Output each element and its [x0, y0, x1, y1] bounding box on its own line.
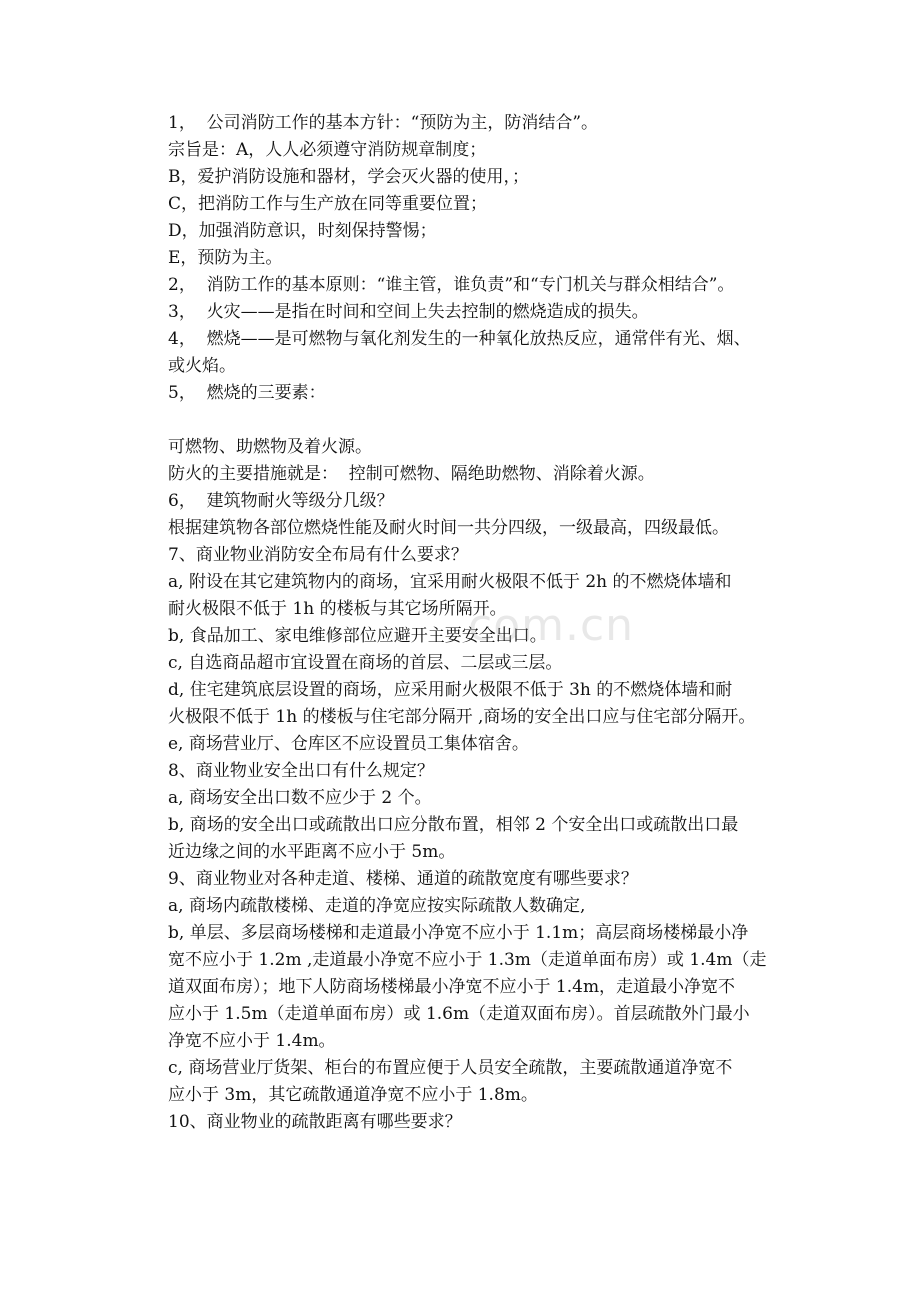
text-line: 2， 消防工作的基本原则：“谁主管，谁负责”和“专门机关与群众相结合”。: [168, 275, 735, 295]
watermark: com.cn: [468, 600, 635, 651]
text-line: 7、商业物业消防安全布局有什么要求？: [168, 545, 468, 565]
text-line: b, 单层、多层商场楼梯和走道最小净宽不应小于 1.1m；高层商场楼梯最小净: [168, 923, 749, 943]
text-line: B，爱护消防设施和器材，学会灭火器的使用，；: [168, 167, 529, 187]
text-line: 5， 燃烧的三要素：: [168, 383, 326, 403]
text-line: 宽不应小于 1.2m ,走道最小净宽不应小于 1.3m（走道单面布房）或 1.4m（走: [168, 950, 767, 970]
text-line: b, 食品加工、家电维修部位应避开主要安全出口。: [168, 626, 547, 646]
text-line: a, 商场安全出口数不应少于 2 个。: [168, 788, 432, 808]
text-line: 或火焰。: [168, 356, 236, 376]
text-line: a, 附设在其它建筑物内的商场，宜采用耐火极限不低于 2h 的不燃烧体墙和: [168, 572, 732, 592]
text-line: 净宽不应小于 1.4m。: [168, 1031, 336, 1051]
blank-line: [168, 407, 808, 434]
text-line: 防火的主要措施就是： 控制可燃物、隔绝助燃物、消除着火源。: [168, 464, 655, 484]
text-line: E，预防为主。: [168, 248, 283, 268]
text-line: 近边缘之间的水平距离不应小于 5m。: [168, 842, 456, 862]
text-line: 10、商业物业的疏散距离有哪些要求？: [168, 1112, 462, 1132]
text-line: 9、商业物业对各种走道、楼梯、通道的疏散宽度有哪些要求？: [168, 869, 638, 889]
text-line: 1， 公司消防工作的基本方针：“预防为主，防消结合”。: [168, 113, 599, 133]
text-line: 可燃物、助燃物及着火源。: [168, 437, 372, 457]
text-line: 应小于 3m，其它疏散通道净宽不应小于 1.8m。: [168, 1085, 538, 1105]
text-line: a, 商场内疏散楼梯、走道的净宽应按实际疏散人数确定,: [168, 896, 586, 916]
text-line: 火极限不低于 1h 的楼板与住宅部分隔开 ,商场的安全出口应与住宅部分隔开。: [168, 707, 756, 727]
text-line: c, 商场营业厅货架、柜台的布置应便于人员安全疏散，主要疏散通道净宽不: [168, 1058, 733, 1078]
text-line: d, 住宅建筑底层设置的商场，应采用耐火极限不低于 3h 的不燃烧体墙和耐: [168, 680, 733, 700]
text-line: c, 自选商品超市宜设置在商场的首层、二层或三层。: [168, 653, 563, 673]
text-line: 耐火极限不低于 1h 的楼板与其它场所隔开。: [168, 599, 507, 619]
text-line: D，加强消防意识，时刻保持警惕；: [168, 221, 437, 241]
document-body: [168, 110, 808, 1136]
text-line: 道双面布房）；地下人防商场楼梯最小净宽不应小于 1.4m，走道最小净宽不: [168, 977, 736, 997]
text-line: 4， 燃烧——是可燃物与氧化剂发生的一种氧化放热反应，通常伴有光、烟、: [168, 329, 751, 349]
text-line: 6， 建筑物耐火等级分几级？: [168, 491, 394, 511]
text-line: b, 商场的安全出口或疏散出口应分散布置，相邻 2 个安全出口或疏散出口最: [168, 815, 739, 835]
text-line: 宗旨是：A，人人必须遵守消防规章制度；: [168, 140, 487, 160]
text-line: 根据建筑物各部位燃烧性能及耐火时间一共分四级，一级最高，四级最低。: [168, 518, 729, 538]
text-line: C，把消防工作与生产放在同等重要位置；: [168, 194, 488, 214]
text-line: 3， 火灾——是指在时间和空间上失去控制的燃烧造成的损失。: [168, 302, 649, 322]
text-line: 8、商业物业安全出口有什么规定？: [168, 761, 434, 781]
text-line: 应小于 1.5m（走道单面布房）或 1.6m（走道双面布房）。首层疏散外门最小: [168, 1004, 750, 1024]
text-line: e, 商场营业厅、仓库区不应设置员工集体宿舍。: [168, 734, 529, 754]
